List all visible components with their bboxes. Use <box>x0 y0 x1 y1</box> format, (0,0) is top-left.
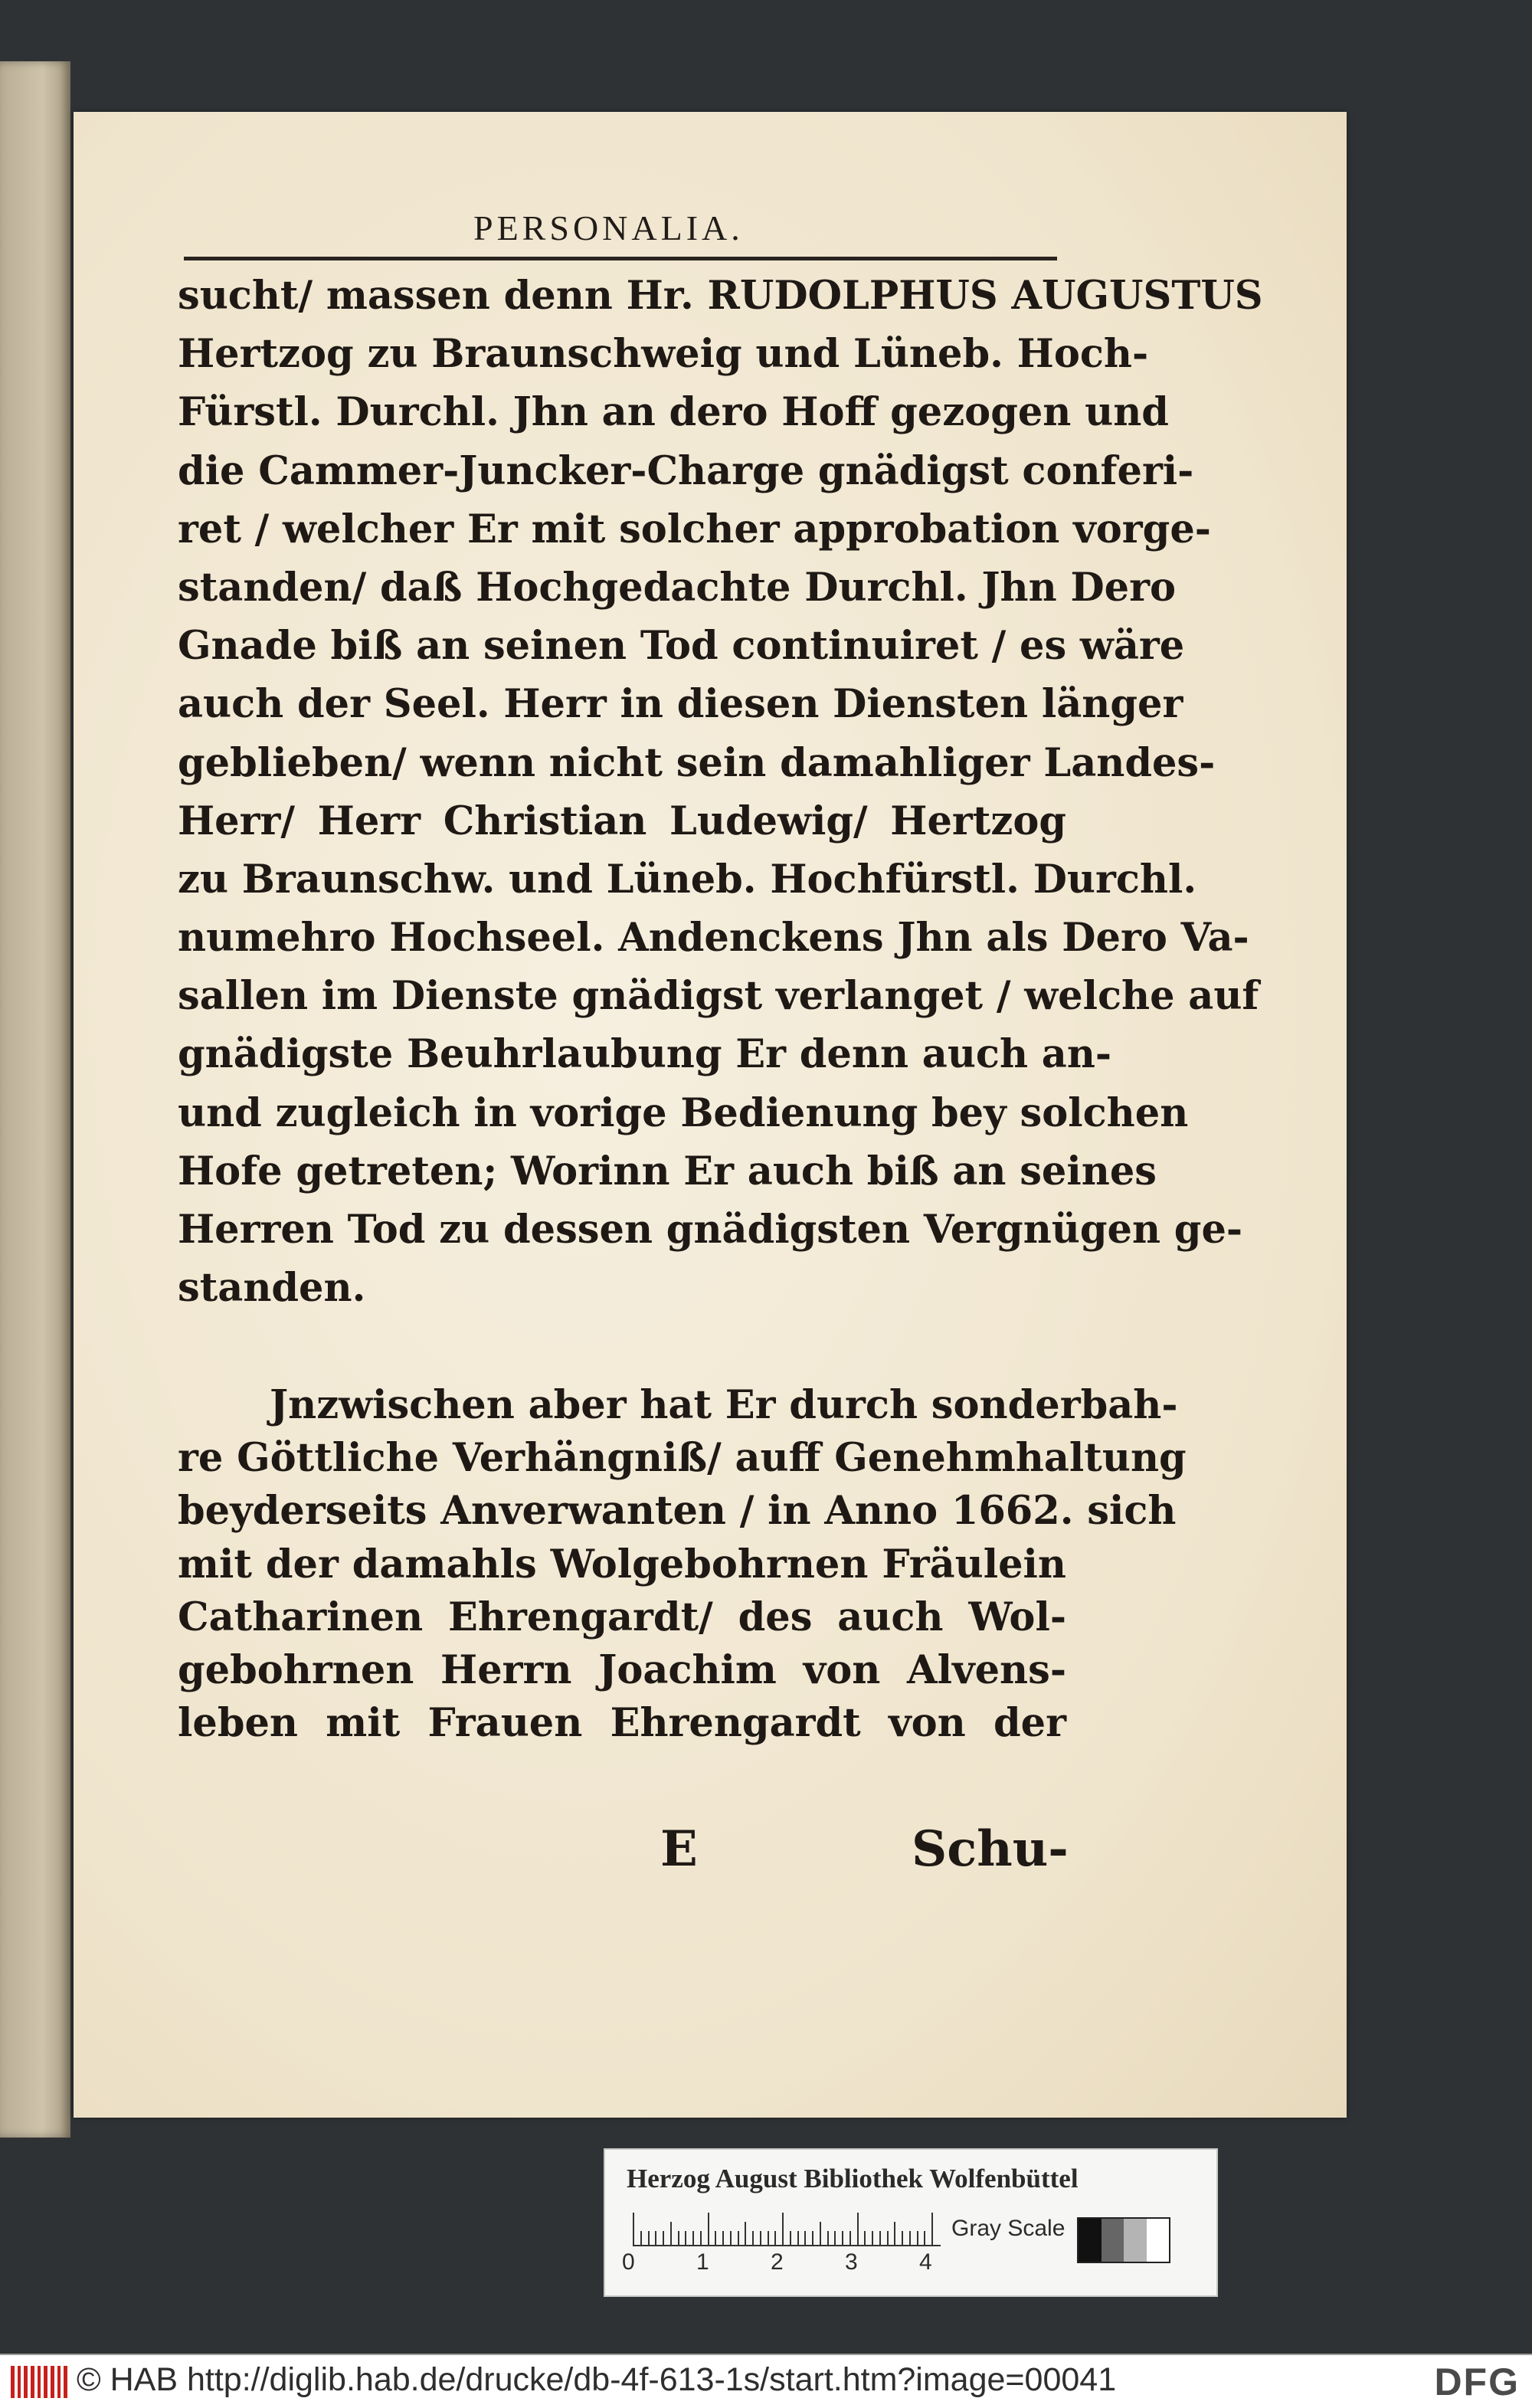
ruler-tick <box>834 2231 836 2245</box>
ruler-tick <box>685 2231 686 2245</box>
text-line: zu Braunschw. und Lüneb. Hochfürstl. Durchl. <box>178 856 1197 903</box>
ruler-tick <box>909 2231 911 2245</box>
color-reference-card <box>604 2148 1218 2297</box>
ruler-tick <box>842 2231 843 2245</box>
ruler-tick <box>812 2231 813 2245</box>
text-line: sallen im Dienste gnädigst verlanget / welche auf <box>178 973 1259 1020</box>
text-line: beyderseits Anverwanten / in Anno 1662. sich <box>178 1488 1177 1535</box>
text-line: mit der damahls Wolgebohrnen Fräulein <box>178 1541 1066 1587</box>
ruler-tick <box>752 2231 754 2245</box>
dfg-logo: DFG <box>1434 2360 1520 2403</box>
text-line: standen/ daß Hochgedachte Durchl. Jhn Dero <box>178 564 1177 611</box>
text-line: gnädigste Beuhrlaubung Er denn auch an- <box>178 1031 1112 1078</box>
text-line: Herr/ Herr Christian Ludewig/ Hertzog <box>178 798 1066 844</box>
ruler-tick <box>670 2222 672 2245</box>
ruler-tick <box>790 2231 791 2245</box>
text-line: Herren Tod zu dessen gnädigsten Vergnügen ge- <box>178 1207 1243 1253</box>
ruler-tick <box>931 2213 933 2245</box>
ruler-number: 1 <box>696 2249 709 2275</box>
gray-swatch <box>1102 2219 1124 2262</box>
gray-swatch <box>1147 2219 1170 2262</box>
ruler-tick <box>760 2231 761 2245</box>
text-line: standen. <box>178 1265 366 1312</box>
ruler-tick <box>768 2231 769 2245</box>
ruler-tick <box>864 2231 866 2245</box>
card-title: Herzog August Bibliothek Wolfenbüttel <box>627 2164 1079 2193</box>
ruler-tick <box>820 2222 821 2245</box>
ruler-tick <box>887 2231 889 2245</box>
ruler-tick <box>692 2231 694 2245</box>
text-line: re Göttliche Verhängniß/ auff Genehmhaltung <box>178 1435 1187 1482</box>
ruler-tick <box>678 2231 679 2245</box>
text-line: ret / welcher Er mit solcher approbation vorge- <box>178 506 1211 552</box>
ruler-number: 2 <box>771 2249 784 2275</box>
text-line: gebohrnen Herrn Joachim von Alvens- <box>178 1646 1066 1693</box>
ruler-number: 3 <box>845 2249 858 2275</box>
ruler-tick <box>655 2231 656 2245</box>
hab-logo-icon <box>11 2366 67 2398</box>
text-line: sucht/ massen denn Hr. RUDOLPHUS AUGUSTUS <box>178 273 1263 319</box>
citation-link[interactable]: © HAB http://diglib.hab.de/drucke/db-4f-613-1s/start.htm?image=00041 <box>77 2361 1117 2398</box>
text-line: leben mit Frauen Ehrengardt von der <box>178 1700 1066 1747</box>
running-head <box>184 203 1057 260</box>
ruler-tick <box>700 2231 702 2245</box>
ruler-tick <box>917 2231 918 2245</box>
ruler-tick <box>708 2213 709 2245</box>
gray-scale-label: Gray Scale <box>951 2216 1066 2241</box>
ruler-tick <box>827 2231 829 2245</box>
ruler-tick <box>894 2222 895 2245</box>
footer-bar <box>0 2354 1532 2408</box>
ruler-tick <box>797 2231 799 2245</box>
ruler-number: 0 <box>622 2249 635 2275</box>
ruler-tick <box>633 2213 634 2245</box>
text-line: geblieben/ wenn nicht sein damahliger Landes- <box>178 739 1216 786</box>
text-line: auch der Seel. Herr in diesen Diensten länger <box>178 681 1183 728</box>
text-line: die Cammer-Juncker-Charge gnädigst conferi- <box>178 447 1194 494</box>
ruler-tick <box>849 2231 851 2245</box>
ruler-tick <box>857 2213 859 2245</box>
text-line: numehro Hochseel. Andenckens Jhn als Dero Va- <box>178 915 1249 962</box>
measurement-ruler <box>633 2213 941 2246</box>
ruler-tick <box>902 2231 903 2245</box>
ruler-tick <box>924 2231 925 2245</box>
running-head-text: PERSONALIA. <box>473 208 744 247</box>
gray-swatch <box>1079 2219 1102 2262</box>
ruler-tick <box>872 2231 873 2245</box>
text-line: Fürstl. Durchl. Jhn an dero Hoff gezogen und <box>178 389 1169 436</box>
ruler-tick <box>774 2231 776 2245</box>
paragraph-1 <box>178 267 1263 1317</box>
text-line: Jnzwischen aber hat Er durch sonderbah- <box>270 1382 1178 1428</box>
signature-mark: E <box>660 1820 698 1878</box>
ruler-tick <box>738 2231 739 2245</box>
paragraph-2 <box>178 1379 1187 1750</box>
ruler-tick <box>879 2231 881 2245</box>
text-line: Hertzog zu Braunschweig und Lüneb. Hoch- <box>178 331 1149 378</box>
text-line: und zugleich in vorige Bedienung bey solchen <box>178 1089 1189 1136</box>
ruler-tick <box>648 2231 650 2245</box>
text-line: Catharinen Ehrengardt/ des auch Wol- <box>178 1594 1066 1640</box>
ruler-tick <box>722 2231 724 2245</box>
text-line: Hofe getreten; Worinn Er auch biß an seines <box>178 1148 1157 1194</box>
ruler-tick <box>730 2231 732 2245</box>
gray-scale-bar <box>1077 2217 1170 2263</box>
adjacent-page-edge <box>0 61 70 2138</box>
catchword: Schu- <box>912 1820 1069 1878</box>
ruler-tick <box>745 2222 746 2245</box>
ruler-tick <box>663 2231 664 2245</box>
gray-swatch <box>1124 2219 1147 2262</box>
ruler-numbers <box>622 2249 959 2280</box>
ruler-tick <box>804 2231 806 2245</box>
text-line: Gnade biß an seinen Tod continuiret / es wäre <box>178 623 1185 670</box>
ruler-tick <box>640 2231 642 2245</box>
ruler-tick <box>715 2231 716 2245</box>
ruler-number: 4 <box>919 2249 932 2275</box>
ruler-tick <box>782 2213 784 2245</box>
